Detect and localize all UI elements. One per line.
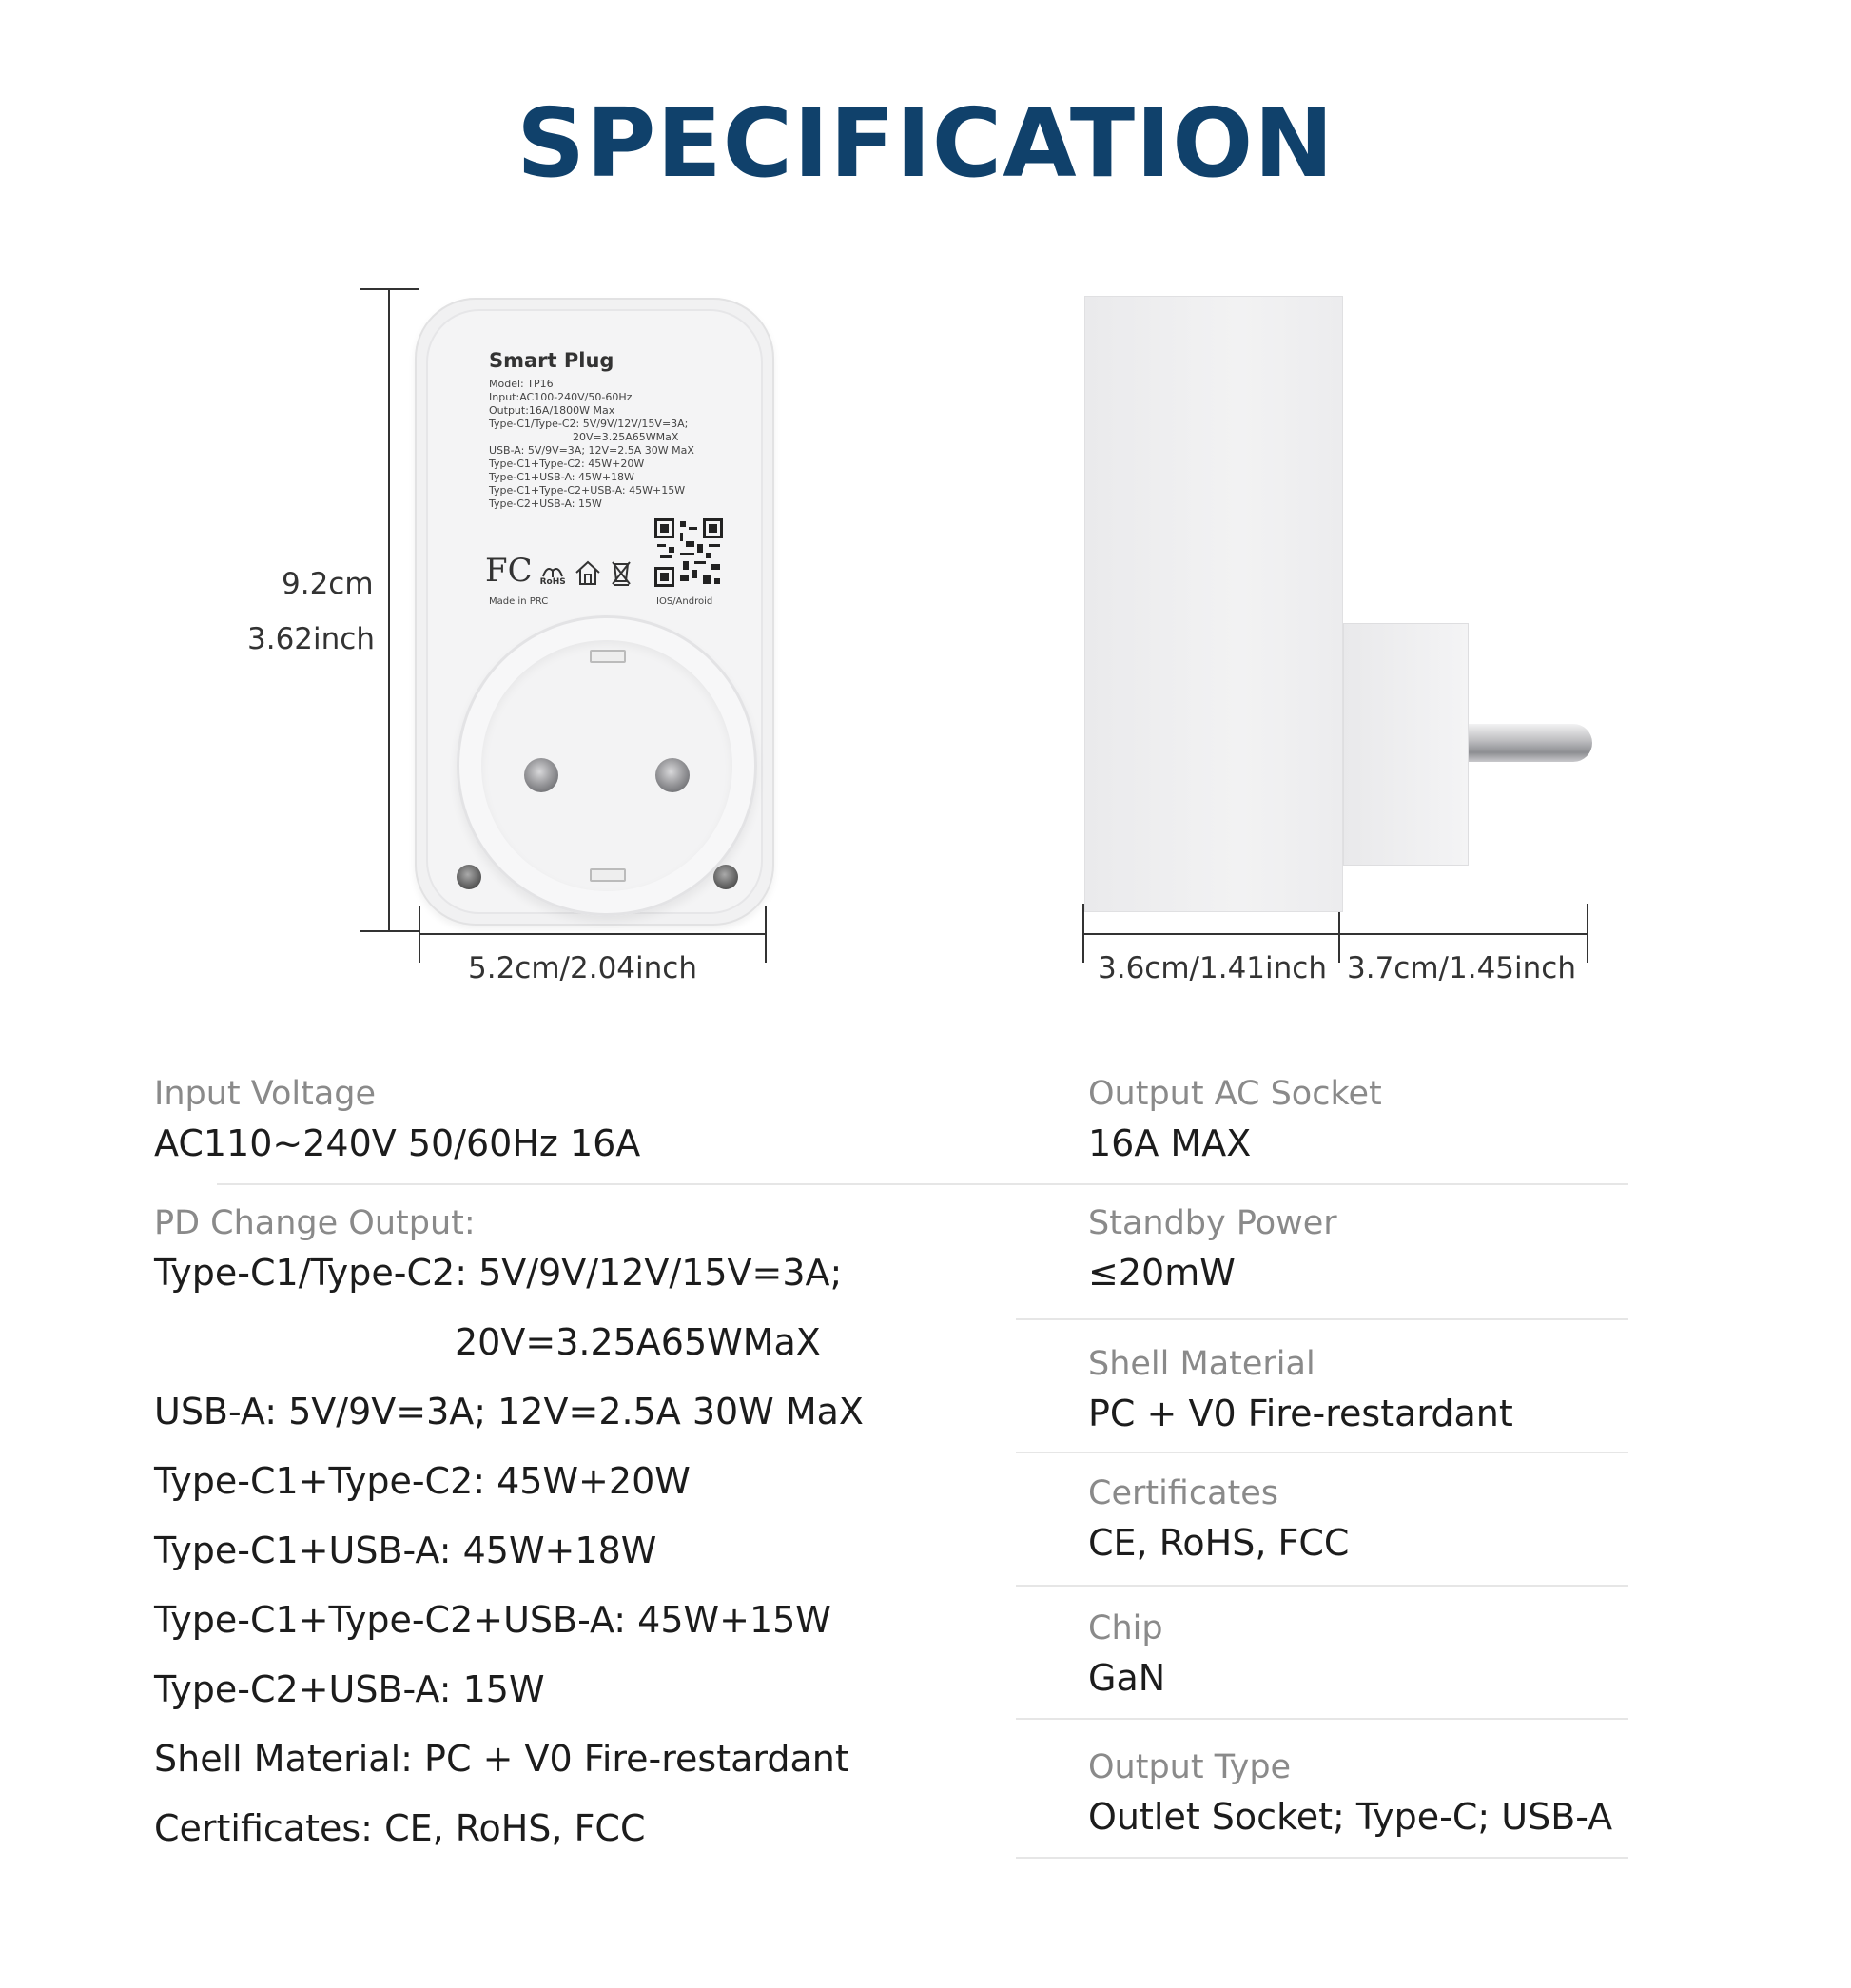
device-label-line: 20V=3.25A65WMaX bbox=[573, 431, 679, 443]
pd-output-line: Type-C1+Type-C2: 45W+20W bbox=[154, 1460, 691, 1502]
made-in-label: Made in PRC bbox=[489, 596, 549, 607]
shell-material-label: Shell Material bbox=[1088, 1345, 1315, 1383]
plug-side-base bbox=[1343, 623, 1469, 866]
device-label-line: Input:AC100-240V/50-60Hz bbox=[489, 391, 633, 403]
divider bbox=[1016, 1857, 1628, 1859]
divider bbox=[1016, 1585, 1628, 1587]
pin-hole-left bbox=[524, 758, 558, 792]
device-label-line: Type-C2+USB-A: 15W bbox=[489, 497, 602, 510]
output-type-value: Outlet Socket; Type-C; USB-A bbox=[1088, 1796, 1613, 1838]
divider bbox=[1016, 1718, 1628, 1720]
height-cm-label: 9.2cm bbox=[282, 567, 374, 601]
house-icon bbox=[574, 558, 602, 587]
weee-bin-icon bbox=[610, 558, 633, 587]
depth-plug-label: 3.7cm/1.45inch bbox=[1347, 951, 1576, 985]
platform-label: IOS/Android bbox=[656, 596, 713, 607]
input-voltage-value: AC110~240V 50/60Hz 16A bbox=[154, 1122, 641, 1164]
output-type-label: Output Type bbox=[1088, 1748, 1292, 1786]
divider bbox=[1016, 1452, 1628, 1453]
pd-output-line: 20V=3.25A65WMaX bbox=[455, 1321, 821, 1363]
width-label: 5.2cm/2.04inch bbox=[468, 951, 697, 985]
input-voltage-label: Input Voltage bbox=[154, 1075, 377, 1113]
depth-body-label: 3.6cm/1.41inch bbox=[1098, 951, 1327, 985]
height-inch-label: 3.62inch bbox=[247, 622, 375, 656]
device-label-line: Model: TP16 bbox=[489, 378, 554, 390]
ground-clip-top bbox=[590, 650, 626, 663]
device-label-line: USB-A: 5V/9V=3A; 12V=2.5A 30W MaX bbox=[489, 444, 694, 457]
pd-output-label: PD Change Output: bbox=[154, 1204, 476, 1242]
screw-right bbox=[713, 865, 738, 889]
rohs-text: RoHS bbox=[539, 577, 566, 587]
ground-clip-bottom bbox=[590, 868, 626, 882]
standby-power-label: Standby Power bbox=[1088, 1204, 1337, 1242]
certificates-value: CE, RoHS, FCC bbox=[1088, 1522, 1350, 1564]
pd-output-line: Certificates: CE, RoHS, FCC bbox=[154, 1807, 646, 1849]
smart-plug-front-image bbox=[415, 298, 774, 926]
rohs-icon bbox=[540, 563, 566, 587]
output-ac-socket-value: 16A MAX bbox=[1088, 1122, 1252, 1164]
chip-value: GaN bbox=[1088, 1657, 1166, 1699]
pd-output-line: Type-C1+USB-A: 45W+18W bbox=[154, 1530, 657, 1571]
divider bbox=[1016, 1183, 1628, 1185]
fcc-icon: FC bbox=[485, 552, 533, 590]
output-ac-socket-label: Output AC Socket bbox=[1088, 1075, 1382, 1113]
plug-face bbox=[426, 309, 763, 914]
page-title: SPECIFICATION bbox=[516, 88, 1335, 199]
standby-power-value: ≤20mW bbox=[1088, 1252, 1236, 1294]
device-label-line: Type-C1+Type-C2+USB-A: 45W+15W bbox=[489, 484, 686, 497]
chip-label: Chip bbox=[1088, 1609, 1163, 1647]
qr-code-icon bbox=[654, 518, 723, 587]
plug-side-body bbox=[1084, 296, 1343, 912]
pd-output-line: USB-A: 5V/9V=3A; 12V=2.5A 30W MaX bbox=[154, 1391, 864, 1433]
device-label-line: Output:16A/1800W Max bbox=[489, 404, 615, 417]
device-label-line: Type-C1+Type-C2: 45W+20W bbox=[489, 458, 645, 470]
pd-output-line: Type-C1/Type-C2: 5V/9V/12V/15V=3A; bbox=[154, 1252, 843, 1294]
plug-side-pin bbox=[1469, 724, 1592, 762]
divider bbox=[1016, 1318, 1628, 1320]
pd-output-line: Shell Material: PC + V0 Fire-restardant bbox=[154, 1738, 849, 1780]
ac-socket bbox=[457, 615, 757, 916]
device-label-line: Type-C1+USB-A: 45W+18W bbox=[489, 471, 634, 483]
socket-recess bbox=[481, 640, 732, 891]
pd-output-line: Type-C1+Type-C2+USB-A: 45W+15W bbox=[154, 1599, 831, 1641]
device-label-line: Type-C1/Type-C2: 5V/9V/12V/15V=3A; bbox=[489, 418, 689, 430]
certificates-label: Certificates bbox=[1088, 1474, 1279, 1512]
pd-output-line: Type-C2+USB-A: 15W bbox=[154, 1668, 545, 1710]
screw-left bbox=[457, 865, 481, 889]
divider bbox=[217, 1183, 1016, 1185]
certification-marks bbox=[485, 552, 633, 590]
pin-hole-right bbox=[655, 758, 690, 792]
device-brand-label: Smart Plug bbox=[489, 349, 614, 372]
shell-material-value: PC + V0 Fire-restardant bbox=[1088, 1393, 1513, 1434]
